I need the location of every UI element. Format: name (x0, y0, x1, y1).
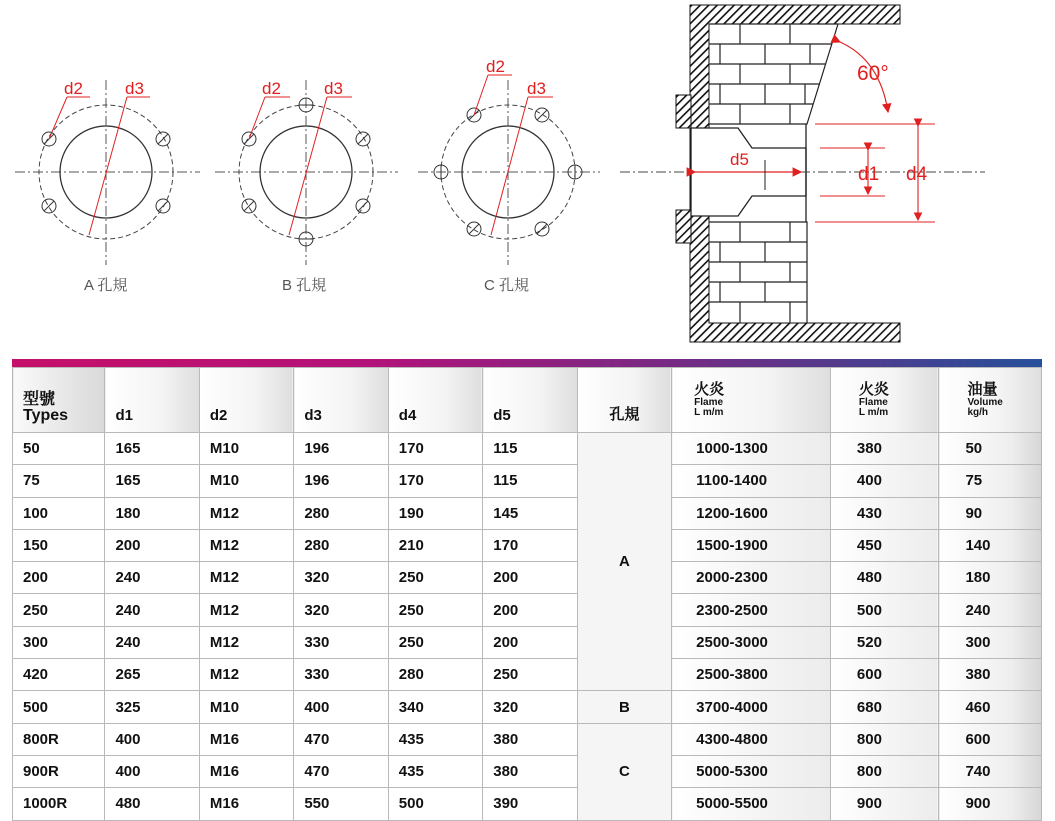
cell-d2: M12 (199, 594, 293, 626)
cell-flame-length: 1000-1300 (672, 433, 831, 465)
cell-d2: M16 (199, 788, 293, 820)
cell-d5: 145 (483, 497, 577, 529)
cell-oil-volume: 140 (939, 529, 1042, 561)
cell-d5: 200 (483, 562, 577, 594)
pattern-b-d3-label: d3 (324, 79, 343, 98)
cell-flame-length: 2500-3000 (672, 626, 831, 658)
cell-d1: 400 (105, 723, 199, 755)
table-header-row (13, 368, 1042, 433)
cell-d3: 470 (294, 723, 388, 755)
cell-d4: 435 (388, 755, 482, 787)
header-d3: d3 (294, 368, 388, 433)
table-row (13, 594, 1042, 626)
pattern-b-diagram (215, 79, 398, 294)
cell-flame-diameter: 450 (830, 529, 939, 561)
cell-d2: M12 (199, 529, 293, 561)
cell-d4: 170 (388, 433, 482, 465)
cell-oil-volume: 75 (939, 465, 1042, 497)
cell-flame-length: 2300-2500 (672, 594, 831, 626)
cell-d2: M12 (199, 562, 293, 594)
angle-label: 60° (857, 62, 889, 85)
cell-d5: 390 (483, 788, 577, 820)
cell-d2: M10 (199, 691, 293, 723)
cell-d3: 196 (294, 465, 388, 497)
cell-d4: 210 (388, 529, 482, 561)
header-oil-zh: 油量 (967, 381, 998, 398)
cell-oil-volume: 50 (939, 433, 1042, 465)
cell-type: 500 (13, 691, 105, 723)
cell-d5: 200 (483, 626, 577, 658)
cell-d1: 240 (105, 594, 199, 626)
cell-flame-diameter: 800 (830, 723, 939, 755)
cell-d3: 550 (294, 788, 388, 820)
cell-hole-pattern: B (577, 691, 671, 723)
cell-flame-length: 1100-1400 (672, 465, 831, 497)
cell-d3: 280 (294, 497, 388, 529)
cell-d3: 320 (294, 594, 388, 626)
pattern-b-label: B 孔規 (282, 277, 327, 294)
cell-type: 50 (13, 433, 105, 465)
table-row (13, 723, 1042, 755)
cell-d4: 250 (388, 562, 482, 594)
pattern-a-label: A 孔規 (84, 277, 128, 294)
table-row (13, 433, 1042, 465)
cell-d3: 280 (294, 529, 388, 561)
cell-type: 800R (13, 723, 105, 755)
cell-d5: 115 (483, 465, 577, 497)
cell-flame-diameter: 430 (830, 497, 939, 529)
cell-d3: 196 (294, 433, 388, 465)
cell-type: 250 (13, 594, 105, 626)
header-types (13, 368, 105, 433)
cell-d4: 435 (388, 723, 482, 755)
header-flame-length (672, 368, 831, 433)
cell-oil-volume: 240 (939, 594, 1042, 626)
header-hole-pattern: 孔規 (577, 368, 671, 433)
cell-flame-length: 3700-4000 (672, 691, 831, 723)
pattern-c-d2-label: d2 (486, 57, 505, 76)
header-flame-diameter (830, 368, 939, 433)
cell-d5: 380 (483, 755, 577, 787)
cell-d2: M12 (199, 626, 293, 658)
header-flame2-en: Flame (858, 397, 888, 408)
cell-d4: 500 (388, 788, 482, 820)
table-body (13, 433, 1042, 821)
header-oil-en: Volume (967, 397, 1003, 408)
header-flame1-unit: L m/m (694, 407, 724, 418)
cell-type: 100 (13, 497, 105, 529)
cell-d1: 325 (105, 691, 199, 723)
cell-d2: M16 (199, 723, 293, 755)
pattern-a-d3-label: d3 (125, 79, 144, 98)
pattern-a-diagram (15, 79, 200, 294)
cell-flame-diameter: 680 (830, 691, 939, 723)
cell-d1: 200 (105, 529, 199, 561)
technical-drawing (0, 0, 1055, 350)
cell-oil-volume: 740 (939, 755, 1042, 787)
cell-oil-volume: 300 (939, 626, 1042, 658)
header-types-en: Types (23, 407, 69, 424)
cell-d2: M12 (199, 659, 293, 691)
cell-d4: 170 (388, 465, 482, 497)
d4-label: d4 (906, 164, 928, 185)
table-row (13, 659, 1042, 691)
cell-d5: 380 (483, 723, 577, 755)
header-flame1-en: Flame (694, 397, 724, 408)
cell-d2: M16 (199, 755, 293, 787)
cell-d5: 170 (483, 529, 577, 561)
cell-flame-length: 5000-5500 (672, 788, 831, 820)
cell-d5: 115 (483, 433, 577, 465)
cell-d3: 320 (294, 562, 388, 594)
table-row (13, 626, 1042, 658)
table-row (13, 562, 1042, 594)
table-row (13, 529, 1042, 561)
d5-label: d5 (730, 150, 749, 169)
cell-d2: M10 (199, 465, 293, 497)
cell-d4: 250 (388, 594, 482, 626)
cell-d1: 240 (105, 562, 199, 594)
cell-flame-diameter: 400 (830, 465, 939, 497)
cell-d3: 330 (294, 626, 388, 658)
table-row (13, 788, 1042, 820)
header-flame2-zh: 火炎 (858, 381, 889, 398)
cell-flame-length: 1200-1600 (672, 497, 831, 529)
cell-d1: 400 (105, 755, 199, 787)
cell-d2: M10 (199, 433, 293, 465)
cell-hole-pattern: C (577, 723, 671, 820)
pattern-c-diagram (418, 57, 600, 294)
cell-flame-diameter: 500 (830, 594, 939, 626)
cell-flame-diameter: 600 (830, 659, 939, 691)
header-d2: d2 (199, 368, 293, 433)
cell-hole-pattern: A (577, 433, 671, 691)
pattern-c-d3-label: d3 (527, 79, 546, 98)
cell-d4: 250 (388, 626, 482, 658)
cell-type: 300 (13, 626, 105, 658)
cell-d4: 340 (388, 691, 482, 723)
table-row (13, 497, 1042, 529)
cell-type: 200 (13, 562, 105, 594)
table-row (13, 755, 1042, 787)
header-types-zh: 型號 (23, 391, 56, 408)
table-row (13, 691, 1042, 723)
cell-d2: M12 (199, 497, 293, 529)
cell-d3: 330 (294, 659, 388, 691)
cell-d1: 165 (105, 465, 199, 497)
cell-type: 150 (13, 529, 105, 561)
cell-flame-length: 4300-4800 (672, 723, 831, 755)
cell-flame-length: 5000-5300 (672, 755, 831, 787)
header-d1: d1 (105, 368, 199, 433)
header-oil-volume (939, 368, 1042, 433)
cell-d5: 200 (483, 594, 577, 626)
cell-oil-volume: 90 (939, 497, 1042, 529)
cell-flame-diameter: 520 (830, 626, 939, 658)
cell-flame-diameter: 800 (830, 755, 939, 787)
pattern-a-d2-label: d2 (64, 79, 83, 98)
header-accent-bar (12, 359, 1042, 367)
cell-flame-diameter: 380 (830, 433, 939, 465)
header-flame2-unit: L m/m (858, 407, 889, 418)
cell-d3: 470 (294, 755, 388, 787)
pattern-c-label: C 孔規 (484, 277, 530, 294)
cell-d5: 320 (483, 691, 577, 723)
cell-d1: 180 (105, 497, 199, 529)
cell-type: 900R (13, 755, 105, 787)
cell-oil-volume: 180 (939, 562, 1042, 594)
header-oil-unit: kg/h (967, 407, 988, 418)
header-d4: d4 (388, 368, 482, 433)
cell-type: 420 (13, 659, 105, 691)
cell-flame-length: 1500-1900 (672, 529, 831, 561)
cell-oil-volume: 600 (939, 723, 1042, 755)
pattern-b-d2-label: d2 (262, 79, 281, 98)
cell-oil-volume: 900 (939, 788, 1042, 820)
cell-flame-diameter: 480 (830, 562, 939, 594)
cell-d1: 240 (105, 626, 199, 658)
header-flame1-zh: 火炎 (694, 381, 725, 398)
burner-section-diagram (620, 5, 985, 342)
cell-d4: 280 (388, 659, 482, 691)
cell-flame-diameter: 900 (830, 788, 939, 820)
cell-d1: 265 (105, 659, 199, 691)
cell-d5: 250 (483, 659, 577, 691)
burner-spec-table (12, 367, 1042, 821)
header-d5: d5 (483, 368, 577, 433)
cell-oil-volume: 460 (939, 691, 1042, 723)
d1-label: d1 (858, 164, 880, 185)
cell-flame-length: 2500-3800 (672, 659, 831, 691)
table-row (13, 465, 1042, 497)
cell-flame-length: 2000-2300 (672, 562, 831, 594)
cell-d1: 480 (105, 788, 199, 820)
cell-d3: 400 (294, 691, 388, 723)
cell-d1: 165 (105, 433, 199, 465)
cell-type: 1000R (13, 788, 105, 820)
cell-d4: 190 (388, 497, 482, 529)
cell-oil-volume: 380 (939, 659, 1042, 691)
cell-type: 75 (13, 465, 105, 497)
